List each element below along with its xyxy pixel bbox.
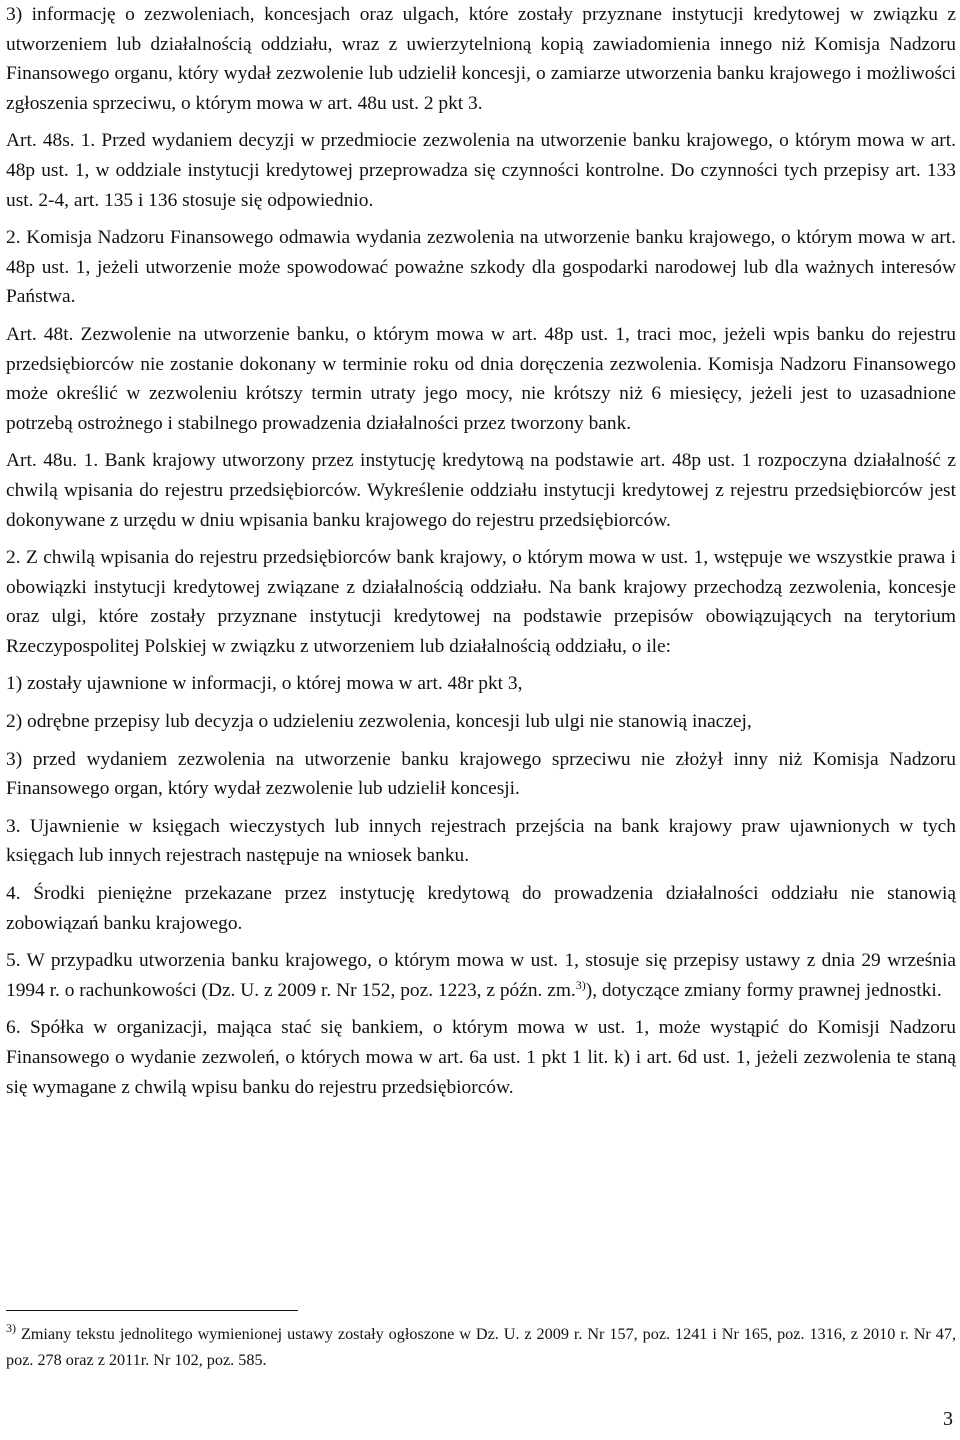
footnote-text: Zmiany tekstu jednolitego wymienionej ustawy zostały ogłoszone w Dz. U. z 2009 r. Nr 157, poz. 1241 i Nr 165, poz. 1316, z 2010 r. Nr 47, poz. 278 oraz z 2011r. Nr 102, poz. 585. <box>6 1325 956 1369</box>
footnote-separator <box>6 1310 298 1311</box>
paragraph-art-48s-2: 2. Komisja Nadzoru Finansowego odmawia wydania zezwolenia na utworzenie banku krajowego, o którym mowa w art. 48p ust. 1, jeżeli utworzenie może spowodować poważne szkody dla gospodarki narodowej lub dla ważnych interesów Państwa. <box>6 227 956 308</box>
paragraph-art-48u-1: Art. 48u. 1. Bank krajowy utworzony przez instytucję kredytową na podstawie art. 48p ust. 1 rozpoczyna działalność z chwilą wpisania do rejestru przedsiębiorców. Wykreślenie oddziału instytucji kredytowej z rejestru przedsiębiorców jest dokonywane z urzędu w dniu wpisania banku krajowego do rejestru przedsiębiorców. <box>6 450 956 531</box>
footnote-reference: 3) <box>575 977 586 992</box>
paragraph-ust-5-text: 5. W przypadku utworzenia banku krajowego, o którym mowa w ust. 1, stosuje się przepisy ustawy z dnia 29 września 1994 r. o rachunkowości (Dz. U. z 2009 r. Nr 152, poz. 1223, z późn. zm. <box>6 950 956 1001</box>
paragraph-art-48s-1: Art. 48s. 1. Przed wydaniem decyzji w przedmiocie zezwolenia na utworzenie banku krajowego, o którym mowa w art. 48p ust. 1, w oddziale instytucji kredytowej przeprowadza się czynności kontrolne. Do czynności tych przepisy art. 133 ust. 2-4, art. 135 i 136 stosuje się odpowiednio. <box>6 130 956 211</box>
paragraph-point-1: 1) zostały ujawnione w informacji, o której mowa w art. 48r pkt 3, <box>6 673 523 695</box>
paragraph-ust-3: 3. Ujawnienie w księgach wieczystych lub innych rejestrach przejścia na bank krajowy praw ujawnionych w tych księgach lub innych rejestrach następuje na wniosek banku. <box>6 815 956 867</box>
document-page <box>6 0 956 1102</box>
paragraph-ust-5-text-end: ), dotyczące zmiany formy prawnej jednostki. <box>585 979 942 1001</box>
paragraph-point-3: 3) przed wydaniem zezwolenia na utworzenie banku krajowego sprzeciwu nie złożył inny niż Komisja Nadzoru Finansowego organ, który wydał zezwolenie lub udzielił koncesji. <box>6 748 956 800</box>
paragraph-art-48u-2: 2. Z chwilą wpisania do rejestru przedsiębiorców bank krajowy, o którym mowa w ust. 1, wstępuje we wszystkie prawa i obowiązki instytucji kredytowej związane z działalnością oddziału. Na bank krajowy przechodzą zezwolenia, koncesje oraz ulgi, które zostały przyznane instytucji kredytowej na podstawie przepisów obowiązujących na terytorium Rzeczypospolitej Polskiej w związku z utworzeniem lub działalnością oddziału, o ile: <box>6 547 956 657</box>
paragraph-ust-5 <box>6 946 956 1005</box>
footnote <box>6 1322 956 1373</box>
footnote-marker: 3) <box>6 1321 16 1335</box>
paragraph-item-3-informacja: 3) informację o zezwoleniach, koncesjach oraz ulgach, które zostały przyznane instytucji kredytowej w związku z utworzeniem lub działalnością oddziału, wraz z uwierzytelnioną kopią zawiadomienia innego niż Komisja Nadzoru Finansowego organu, który wydał zezwolenie lub udzielił koncesji, o zamiarze utworzenia banku krajowego i możliwości zgłoszenia sprzeciwu, o którym mowa w art. 48u ust. 2 pkt 3. <box>6 4 956 114</box>
paragraph-ust-4: 4. Środki pieniężne przekazane przez instytucję kredytową do prowadzenia działalności oddziału nie stanowią zobowiązań banku krajowego. <box>6 883 956 934</box>
page-number: 3 <box>943 1408 953 1430</box>
paragraph-art-48t: Art. 48t. Zezwolenie na utworzenie banku, o którym mowa w art. 48p ust. 1, traci moc, jeżeli wpis banku do rejestru przedsiębiorców nie zostanie dokonany w terminie roku od dnia doręczenia zezwolenia. Komisja Nadzoru Finansowego może określić w zezwoleniu krótszy termin utraty jego mocy, nie krótszy niż 6 miesięcy, jeżeli jest to uzasadnione potrzebą ostrożnego i stabilnego prowadzenia działalności przez tworzony bank. <box>6 323 956 434</box>
paragraph-point-2: 2) odrębne przepisy lub decyzja o udzieleniu zezwolenia, koncesji lub ulgi nie stanowią inaczej, <box>6 711 752 733</box>
paragraph-ust-6: 6. Spółka w organizacji, mająca stać się bankiem, o którym mowa w ust. 1, może wystąpić do Komisji Nadzoru Finansowego o wydanie zezwoleń, o których mowa w art. 6a ust. 1 pkt 1 lit. k) i art. 6d ust. 1, jeżeli zezwolenia te staną się wymagane z chwilą wpisu banku do rejestru przedsiębiorców. <box>6 1017 956 1098</box>
